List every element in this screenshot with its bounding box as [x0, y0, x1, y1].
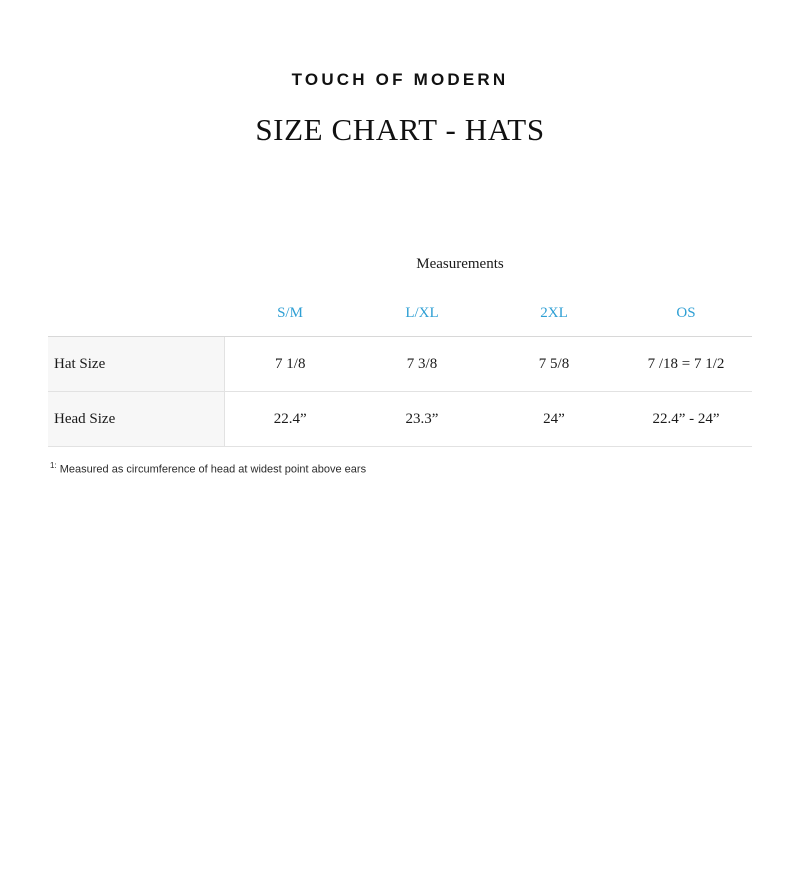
row-label-head-size: Head Size	[48, 392, 224, 447]
table-body	[48, 337, 752, 447]
column-header-label	[48, 305, 224, 337]
cell-hat-size-2xl: 7 5/8	[488, 337, 620, 392]
footnote-text: Measured as circumference of head at widest point above ears	[59, 463, 367, 476]
table-header	[48, 305, 752, 337]
measurements-caption: Measurements	[416, 256, 504, 272]
cell-hat-size-lxl: 7 3/8	[356, 337, 488, 392]
column-header-sm: S/M	[224, 305, 356, 337]
footnote	[48, 461, 752, 476]
size-chart-table	[48, 305, 752, 447]
column-header-2xl: 2XL	[488, 305, 620, 337]
table-header-row	[48, 305, 752, 337]
column-header-os: OS	[620, 305, 752, 337]
cell-head-size-2xl: 24”	[488, 392, 620, 447]
size-chart-page	[0, 70, 800, 870]
row-label-hat-size: Hat Size	[48, 337, 224, 392]
page-title: SIZE CHART - HATS	[255, 112, 545, 147]
table-row	[48, 392, 752, 447]
cell-head-size-lxl: 23.3”	[356, 392, 488, 447]
table-row	[48, 337, 752, 392]
cell-hat-size-sm: 7 1/8	[224, 337, 356, 392]
brand-wordmark: TOUCH OF MODERN	[291, 70, 509, 89]
cell-head-size-os: 22.4” - 24”	[620, 392, 752, 447]
cell-hat-size-os: 7 /18 = 7 1/2	[620, 337, 752, 392]
cell-head-size-sm: 22.4”	[224, 392, 356, 447]
size-chart-container	[0, 256, 800, 476]
footnote-marker: 1:	[50, 461, 57, 470]
column-header-lxl: L/XL	[356, 305, 488, 337]
